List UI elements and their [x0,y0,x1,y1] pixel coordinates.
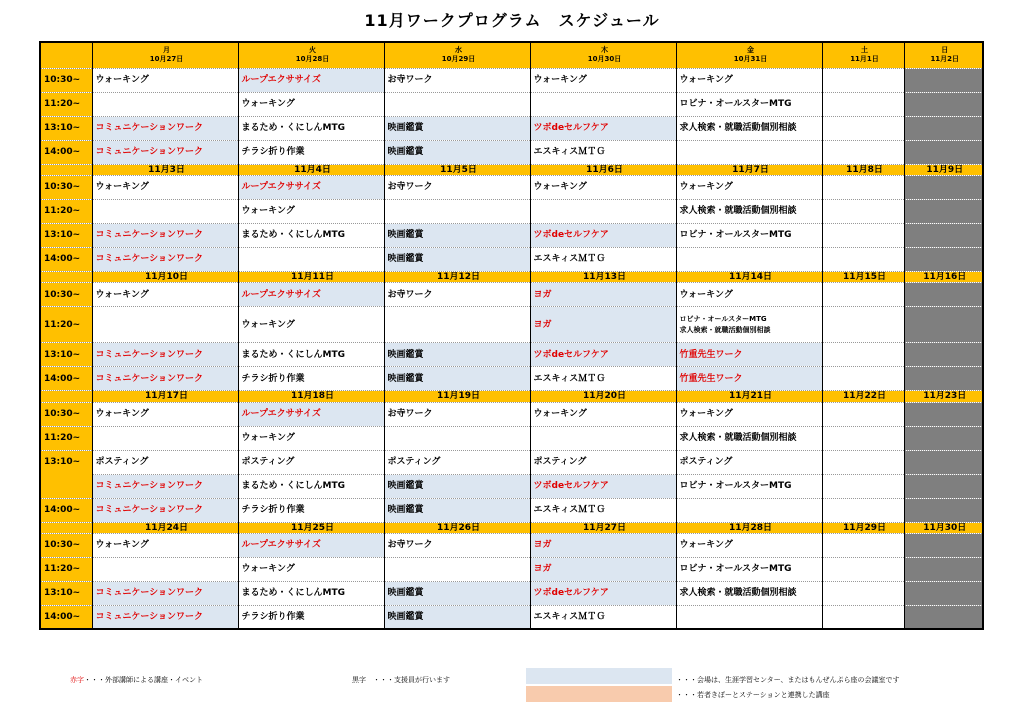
sunday-cell [904,533,983,557]
legend-red-text: ・・・外部講師による講座・イベント [84,676,203,684]
table-row [40,283,983,307]
cell [822,223,904,247]
date-label: 11月27日 [530,522,676,533]
cell [530,92,676,116]
date-row-corner [40,164,92,175]
cell: ポスティング [238,450,384,474]
cell-line: 求人検索・就職活動個別相談 [679,325,771,334]
table-row [40,68,983,92]
table-row [40,533,983,557]
cell: ループエクササイズ [238,402,384,426]
date-row [40,271,983,282]
cell: 求人検索・就職活動個別相談 [676,199,822,223]
cell: ヨガ [530,307,676,343]
cell: ロビナ・オールスターMTG [676,223,822,247]
time-label: 13:10~ [40,450,92,498]
sunday-cell [904,175,983,199]
time-label: 10:30~ [40,402,92,426]
cell: ループエクササイズ [238,68,384,92]
cell: ウォーキング [238,92,384,116]
table-row [40,223,983,247]
time-label: 11:20~ [40,426,92,450]
header-corner [40,42,92,68]
cell: ヨガ [530,533,676,557]
time-label: 10:30~ [40,533,92,557]
table-row [40,92,983,116]
cell: チラシ折り作業 [238,498,384,522]
cell [92,199,238,223]
cell: ウォーキング [92,283,238,307]
cell: ウォーキング [238,426,384,450]
date-row [40,164,983,175]
table-row [40,557,983,581]
cell [822,140,904,164]
table-row [40,605,983,629]
sunday-cell [904,116,983,140]
cell [676,498,822,522]
cell [92,426,238,450]
date-label: 11月3日 [92,164,238,175]
day-header-sat: 土 11月1日 [822,42,904,68]
cell [92,307,238,343]
cell [822,498,904,522]
sunday-cell [904,581,983,605]
cell: エスキィスＭＴＧ [530,247,676,271]
cell: 映画鑑賞 [384,343,530,367]
cell [822,247,904,271]
cell [822,533,904,557]
date-row [40,391,983,402]
sunday-cell [904,140,983,164]
table-row [40,498,983,522]
date-label: 11月5日 [384,164,530,175]
cell: チラシ折り作業 [238,605,384,629]
time-label: 13:10~ [40,581,92,605]
table-row [40,474,983,498]
date-label: 11月6日 [530,164,676,175]
date-label: 11月24日 [92,522,238,533]
cell: ループエクササイズ [238,283,384,307]
cell [822,367,904,391]
cell: 映画鑑賞 [384,367,530,391]
time-label: 11:20~ [40,307,92,343]
cell: ポスティング [530,450,676,474]
cell: まるため・くにしんMTG [238,223,384,247]
day-header-row [40,42,983,68]
cell: コミュニケーションワーク [92,223,238,247]
date-label: 11月13日 [530,271,676,282]
cell: 映画鑑賞 [384,498,530,522]
sunday-cell [904,223,983,247]
date-label: 11月29日 [822,522,904,533]
time-label: 14:00~ [40,498,92,522]
cell: ウォーキング [530,68,676,92]
cell: ツボdeセルフケア [530,116,676,140]
cell: 竹重先生ワーク [676,343,822,367]
cell [822,402,904,426]
sunday-cell [904,426,983,450]
schedule-table [39,41,984,630]
cell [822,92,904,116]
sunday-cell [904,247,983,271]
table-row [40,175,983,199]
day-header-tue: 火 10月28日 [238,42,384,68]
date-label: 11月16日 [904,271,983,282]
table-row [40,343,983,367]
cell: 求人検索・就職活動個別相談 [676,116,822,140]
date-label: 11月14日 [676,271,822,282]
cell: 求人検索・就職活動個別相談 [676,426,822,450]
cell [530,199,676,223]
cell: ウォーキング [530,175,676,199]
time-label: 13:10~ [40,116,92,140]
date-label: 11月30日 [904,522,983,533]
cell: ロビナ・オールスターMTG [676,557,822,581]
cell [822,343,904,367]
time-label: 10:30~ [40,68,92,92]
cell: お寺ワーク [384,175,530,199]
date-label: 11月19日 [384,391,530,402]
cell: チラシ折り作業 [238,367,384,391]
cell: コミュニケーションワーク [92,140,238,164]
cell: エスキィスＭＴＧ [530,367,676,391]
cell: コミュニケーションワーク [92,581,238,605]
time-label: 14:00~ [40,605,92,629]
cell: ポスティング [384,450,530,474]
sunday-cell [904,605,983,629]
legend-orange-swatch [526,686,672,702]
sunday-cell [904,498,983,522]
cell [822,283,904,307]
legend-red-key: 赤字 [70,676,84,684]
table-row [40,247,983,271]
cell: まるため・くにしんMTG [238,581,384,605]
table-row [40,426,983,450]
time-label: 11:20~ [40,92,92,116]
cell: ウォーキング [676,68,822,92]
legend-orange-text: ・・・若者きぼーとステーションと連携した講座 [676,691,830,699]
time-label: 10:30~ [40,283,92,307]
cell: ウォーキング [530,402,676,426]
table-row [40,581,983,605]
date-label: 11月26日 [384,522,530,533]
cell [676,247,822,271]
time-label: 14:00~ [40,367,92,391]
sunday-cell [904,343,983,367]
cell: コミュニケーションワーク [92,367,238,391]
cell: まるため・くにしんMTG [238,474,384,498]
cell: ウォーキング [238,199,384,223]
date-label: 11月12日 [384,271,530,282]
cell: まるため・くにしんMTG [238,116,384,140]
cell [822,116,904,140]
date-label: 11月9日 [904,164,983,175]
cell: 求人検索・就職活動個別相談 [676,581,822,605]
cell [822,426,904,450]
date-label: 11月23日 [904,391,983,402]
cell: ウォーキング [676,533,822,557]
date-label: 11月10日 [92,271,238,282]
cell [92,557,238,581]
page-title: 11月ワークプログラム スケジュール [364,11,660,30]
cell: ウォーキング [92,533,238,557]
time-label: 11:20~ [40,557,92,581]
cell [384,557,530,581]
sunday-cell [904,307,983,343]
cell [676,605,822,629]
cell: 映画鑑賞 [384,116,530,140]
cell [822,307,904,343]
sunday-cell [904,450,983,474]
time-label: 13:10~ [40,223,92,247]
date-label: 11月25日 [238,522,384,533]
cell: チラシ折り作業 [238,140,384,164]
legend-red [70,675,203,685]
legend-blue-text: ・・・会場は、生涯学習センター、またはもんぜんぷら座の会議室です [676,676,900,684]
date-label: 11月17日 [92,391,238,402]
cell [822,199,904,223]
cell: お寺ワーク [384,68,530,92]
cell: 映画鑑賞 [384,140,530,164]
cell [530,426,676,450]
cell: ウォーキング [676,175,822,199]
time-label: 13:10~ [40,343,92,367]
cell: コミュニケーションワーク [92,343,238,367]
time-label: 14:00~ [40,247,92,271]
date-row-corner [40,271,92,282]
cell: ツボdeセルフケア [530,223,676,247]
day-header-fri: 金 10月31日 [676,42,822,68]
cell: ポスティング [92,450,238,474]
time-label: 10:30~ [40,175,92,199]
sunday-cell [904,199,983,223]
day-header-mon: 月 10月27日 [92,42,238,68]
time-label: 11:20~ [40,199,92,223]
table-row [40,140,983,164]
cell: まるため・くにしんMTG [238,343,384,367]
legend-black-text: 黒字 ・・・支援員が行います [352,676,450,684]
sunday-cell [904,283,983,307]
cell: エスキィスＭＴＧ [530,140,676,164]
day-header-sun: 日 11月2日 [904,42,983,68]
cell: 映画鑑賞 [384,581,530,605]
day-header-wed: 水 10月29日 [384,42,530,68]
cell [238,247,384,271]
table-row [40,450,983,474]
table-row [40,367,983,391]
cell: ロビナ・オールスターMTG [676,92,822,116]
cell: ウォーキング [238,307,384,343]
date-row [40,522,983,533]
table-row [40,116,983,140]
date-label: 11月22日 [822,391,904,402]
date-label: 11月18日 [238,391,384,402]
date-label: 11月21日 [676,391,822,402]
cell [822,68,904,92]
sunday-cell [904,68,983,92]
cell [384,426,530,450]
cell: エスキィスＭＴＧ [530,605,676,629]
cell: コミュニケーションワーク [92,247,238,271]
table-row [40,199,983,223]
time-label: 14:00~ [40,140,92,164]
cell: コミュニケーションワーク [92,474,238,498]
date-label: 11月20日 [530,391,676,402]
cell: 映画鑑賞 [384,605,530,629]
cell: お寺ワーク [384,283,530,307]
cell: コミュニケーションワーク [92,605,238,629]
cell [384,92,530,116]
cell [822,557,904,581]
date-row-corner [40,391,92,402]
date-label: 11月11日 [238,271,384,282]
date-label: 11月28日 [676,522,822,533]
cell: コミュニケーションワーク [92,116,238,140]
cell: ウォーキング [92,175,238,199]
cell: ツボdeセルフケア [530,581,676,605]
sunday-cell [904,367,983,391]
cell [384,307,530,343]
cell: ウォーキング [676,402,822,426]
cell: ツボdeセルフケア [530,474,676,498]
cell: 竹重先生ワーク [676,367,822,391]
cell [822,175,904,199]
sunday-cell [904,92,983,116]
date-label: 11月15日 [822,271,904,282]
cell: エスキィスＭＴＧ [530,498,676,522]
date-label: 11月4日 [238,164,384,175]
cell: ウォーキング [238,557,384,581]
sunday-cell [904,557,983,581]
cell: ウォーキング [92,68,238,92]
day-header-thu: 木 10月30日 [530,42,676,68]
cell [92,92,238,116]
cell: お寺ワーク [384,533,530,557]
cell [676,307,822,343]
legend-blue-swatch [526,668,672,684]
sunday-cell [904,402,983,426]
cell: ロビナ・オールスターMTG [676,474,822,498]
cell [822,450,904,474]
cell: お寺ワーク [384,402,530,426]
cell: 映画鑑賞 [384,247,530,271]
cell: ウォーキング [676,283,822,307]
cell: 映画鑑賞 [384,474,530,498]
cell: ヨガ [530,557,676,581]
cell: ループエクササイズ [238,533,384,557]
date-row-corner [40,522,92,533]
date-label: 11月7日 [676,164,822,175]
cell: ウォーキング [92,402,238,426]
cell: ヨガ [530,283,676,307]
cell [384,199,530,223]
cell [822,581,904,605]
cell-line: ロビナ・オールスターMTG [679,314,767,323]
cell: ポスティング [676,450,822,474]
sunday-cell [904,474,983,498]
cell: ループエクササイズ [238,175,384,199]
cell: ツボdeセルフケア [530,343,676,367]
table-row [40,307,983,343]
table-row [40,402,983,426]
cell [822,474,904,498]
cell [676,140,822,164]
cell: コミュニケーションワーク [92,498,238,522]
date-label: 11月8日 [822,164,904,175]
cell [822,605,904,629]
cell: 映画鑑賞 [384,223,530,247]
